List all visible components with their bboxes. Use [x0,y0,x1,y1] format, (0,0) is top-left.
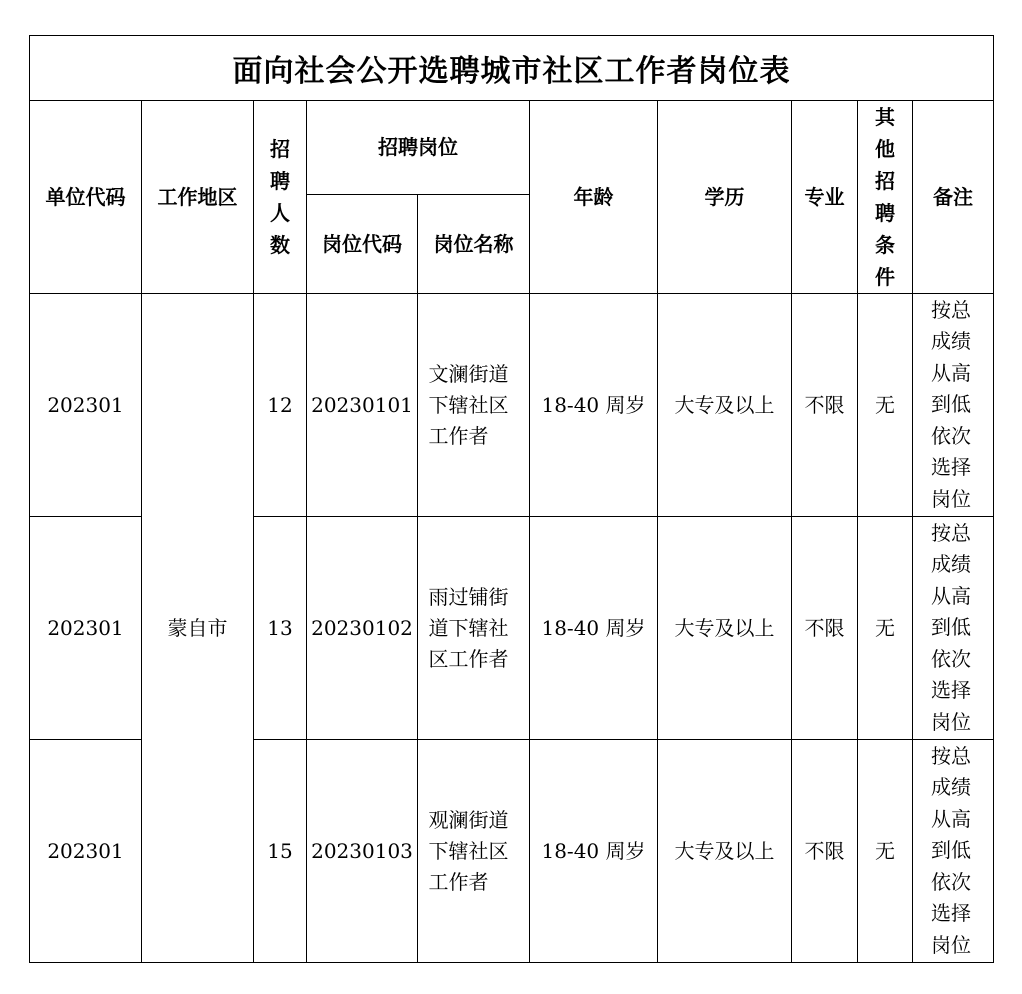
cell-position-name [418,740,530,963]
cell-other: 无 [858,740,913,963]
cell-age: 18-40 周岁 [530,517,658,740]
cell-remark [913,294,994,517]
cell-remark [913,740,994,963]
cell-position-code: 20230103 [307,740,418,963]
header-age: 年龄 [530,101,658,294]
cell-other: 无 [858,294,913,517]
cell-major: 不限 [792,517,858,740]
remark-text: 按总成绩从高到低依次选择岗位 [931,297,972,511]
header-remarks: 备注 [913,101,994,294]
table-title: 面向社会公开选聘城市社区工作者岗位表 [30,36,994,101]
cell-unit-code: 202301 [30,294,142,517]
header-major: 专业 [792,101,858,294]
header-unit-code: 单位代码 [30,101,142,294]
header-recruit-count-label: 招聘人数 [270,137,290,257]
cell-count: 12 [254,294,307,517]
header-other-conditions [858,101,913,294]
header-position-group: 招聘岗位 [307,101,530,195]
header-other-conditions-label: 其他招聘条件 [875,105,895,289]
table-row [30,294,994,517]
cell-position-name [418,294,530,517]
cell-education: 大专及以上 [658,517,792,740]
cell-count: 13 [254,517,307,740]
cell-education: 大专及以上 [658,294,792,517]
cell-work-area: 蒙自市 [142,294,254,963]
position-name-text: 观澜街道下辖社区工作者 [428,807,509,894]
position-table [29,35,994,963]
cell-unit-code: 202301 [30,517,142,740]
cell-education: 大专及以上 [658,740,792,963]
position-name-text: 雨过铺街道下辖社区工作者 [428,584,509,671]
header-recruit-count [254,101,307,294]
position-name-text: 文澜街道下辖社区工作者 [428,361,509,448]
header-position-name: 岗位名称 [418,194,530,293]
cell-major: 不限 [792,740,858,963]
remark-text: 按总成绩从高到低依次选择岗位 [931,520,972,734]
cell-unit-code: 202301 [30,740,142,963]
cell-age: 18-40 周岁 [530,740,658,963]
header-position-code: 岗位代码 [307,194,418,293]
cell-position-name [418,517,530,740]
cell-age: 18-40 周岁 [530,294,658,517]
header-education: 学历 [658,101,792,294]
cell-position-code: 20230102 [307,517,418,740]
cell-other: 无 [858,517,913,740]
cell-remark [913,517,994,740]
cell-count: 15 [254,740,307,963]
header-work-area: 工作地区 [142,101,254,294]
cell-position-code: 20230101 [307,294,418,517]
remark-text: 按总成绩从高到低依次选择岗位 [931,743,972,957]
cell-major: 不限 [792,294,858,517]
